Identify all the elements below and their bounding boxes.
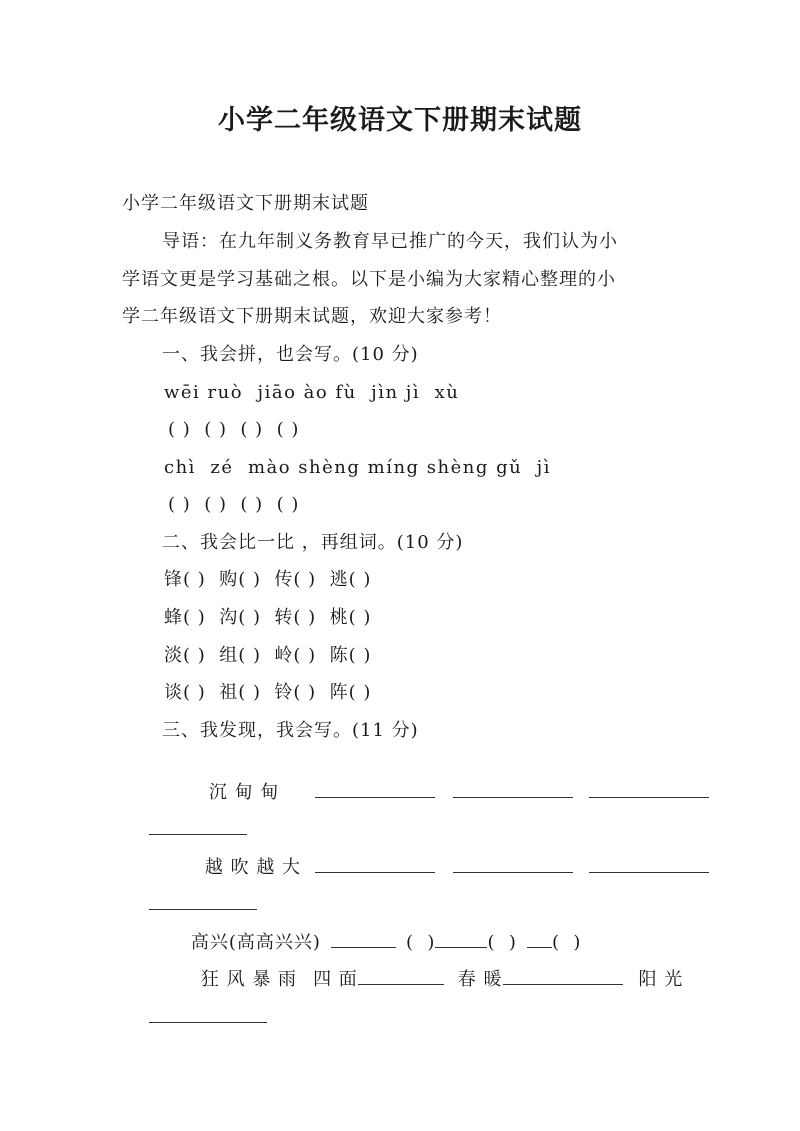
fill-blank[interactable] — [149, 1006, 267, 1023]
compare-row-3: 淡( ) 组( ) 岭( ) 陈( ) — [164, 645, 372, 666]
fill-blank[interactable] — [589, 856, 709, 873]
compare-row-4: 谈( ) 祖( ) 铃( ) 阵( ) — [164, 682, 372, 703]
item-label: 阳 光 — [638, 969, 684, 990]
item-label: 沉 甸 甸 — [208, 782, 280, 803]
fill-blank[interactable] — [503, 968, 623, 985]
compare-row-2: 蜂( ) 沟( ) 转( ) 桃( ) — [164, 607, 372, 628]
fill-blank-row-2 — [288, 832, 709, 904]
paren-blank: ( ) — [405, 932, 436, 953]
intro-line-1: 导语：在九年制义务教育早已推广的今天，我们认为小 — [162, 231, 618, 252]
fill-blank[interactable] — [589, 781, 709, 798]
page-title: 小学二年级语文下册期末试题 — [218, 105, 582, 136]
fill-blank[interactable] — [453, 781, 573, 798]
paren-blank: ( ) — [551, 932, 582, 953]
section3-heading: 三、我发现，我会写。(11 分) — [162, 720, 419, 741]
item-label: 高兴(高高兴兴) — [190, 932, 321, 953]
blank-row-2: ( ) ( ) ( ) ( ) — [168, 494, 300, 515]
pinyin-row-1: wēi ruò jiāo ào fù jìn jì xù — [164, 382, 460, 403]
subtitle: 小学二年级语文下册期末试题 — [122, 193, 369, 214]
section1-heading: 一、我会拼，也会写。(10 分) — [162, 344, 419, 365]
intro-line-2: 学语文更是学习基础之根。以下是小编为大家精心整理的小 — [122, 269, 616, 290]
fill-blank-row-1 — [288, 757, 709, 829]
compare-row-1: 锋( ) 购( ) 传( ) 逃( ) — [164, 569, 372, 590]
intro-line-3: 学二年级语文下册期末试题，欢迎大家参考！ — [122, 306, 502, 327]
blank-row-1: ( ) ( ) ( ) ( ) — [168, 419, 300, 440]
item-label: 狂 风 暴 雨 — [200, 969, 298, 990]
fill-blank[interactable] — [358, 968, 444, 985]
fill-blank[interactable] — [315, 781, 435, 798]
item-label: 越 吹 越 大 — [204, 857, 302, 878]
section2-heading: 二、我会比一比 ，再组词。(10 分) — [162, 532, 464, 553]
fill-blank[interactable] — [315, 856, 435, 873]
fill-blank-wrap-4 — [122, 982, 267, 1054]
paren-blank: ( ) — [487, 932, 517, 953]
fill-blank[interactable] — [453, 856, 573, 873]
item-label: 四 面 — [313, 969, 358, 990]
pinyin-row-2: chì zé mào shèng míng shèng gǔ jì — [164, 457, 552, 478]
item-label: 春 暖 — [457, 969, 503, 990]
